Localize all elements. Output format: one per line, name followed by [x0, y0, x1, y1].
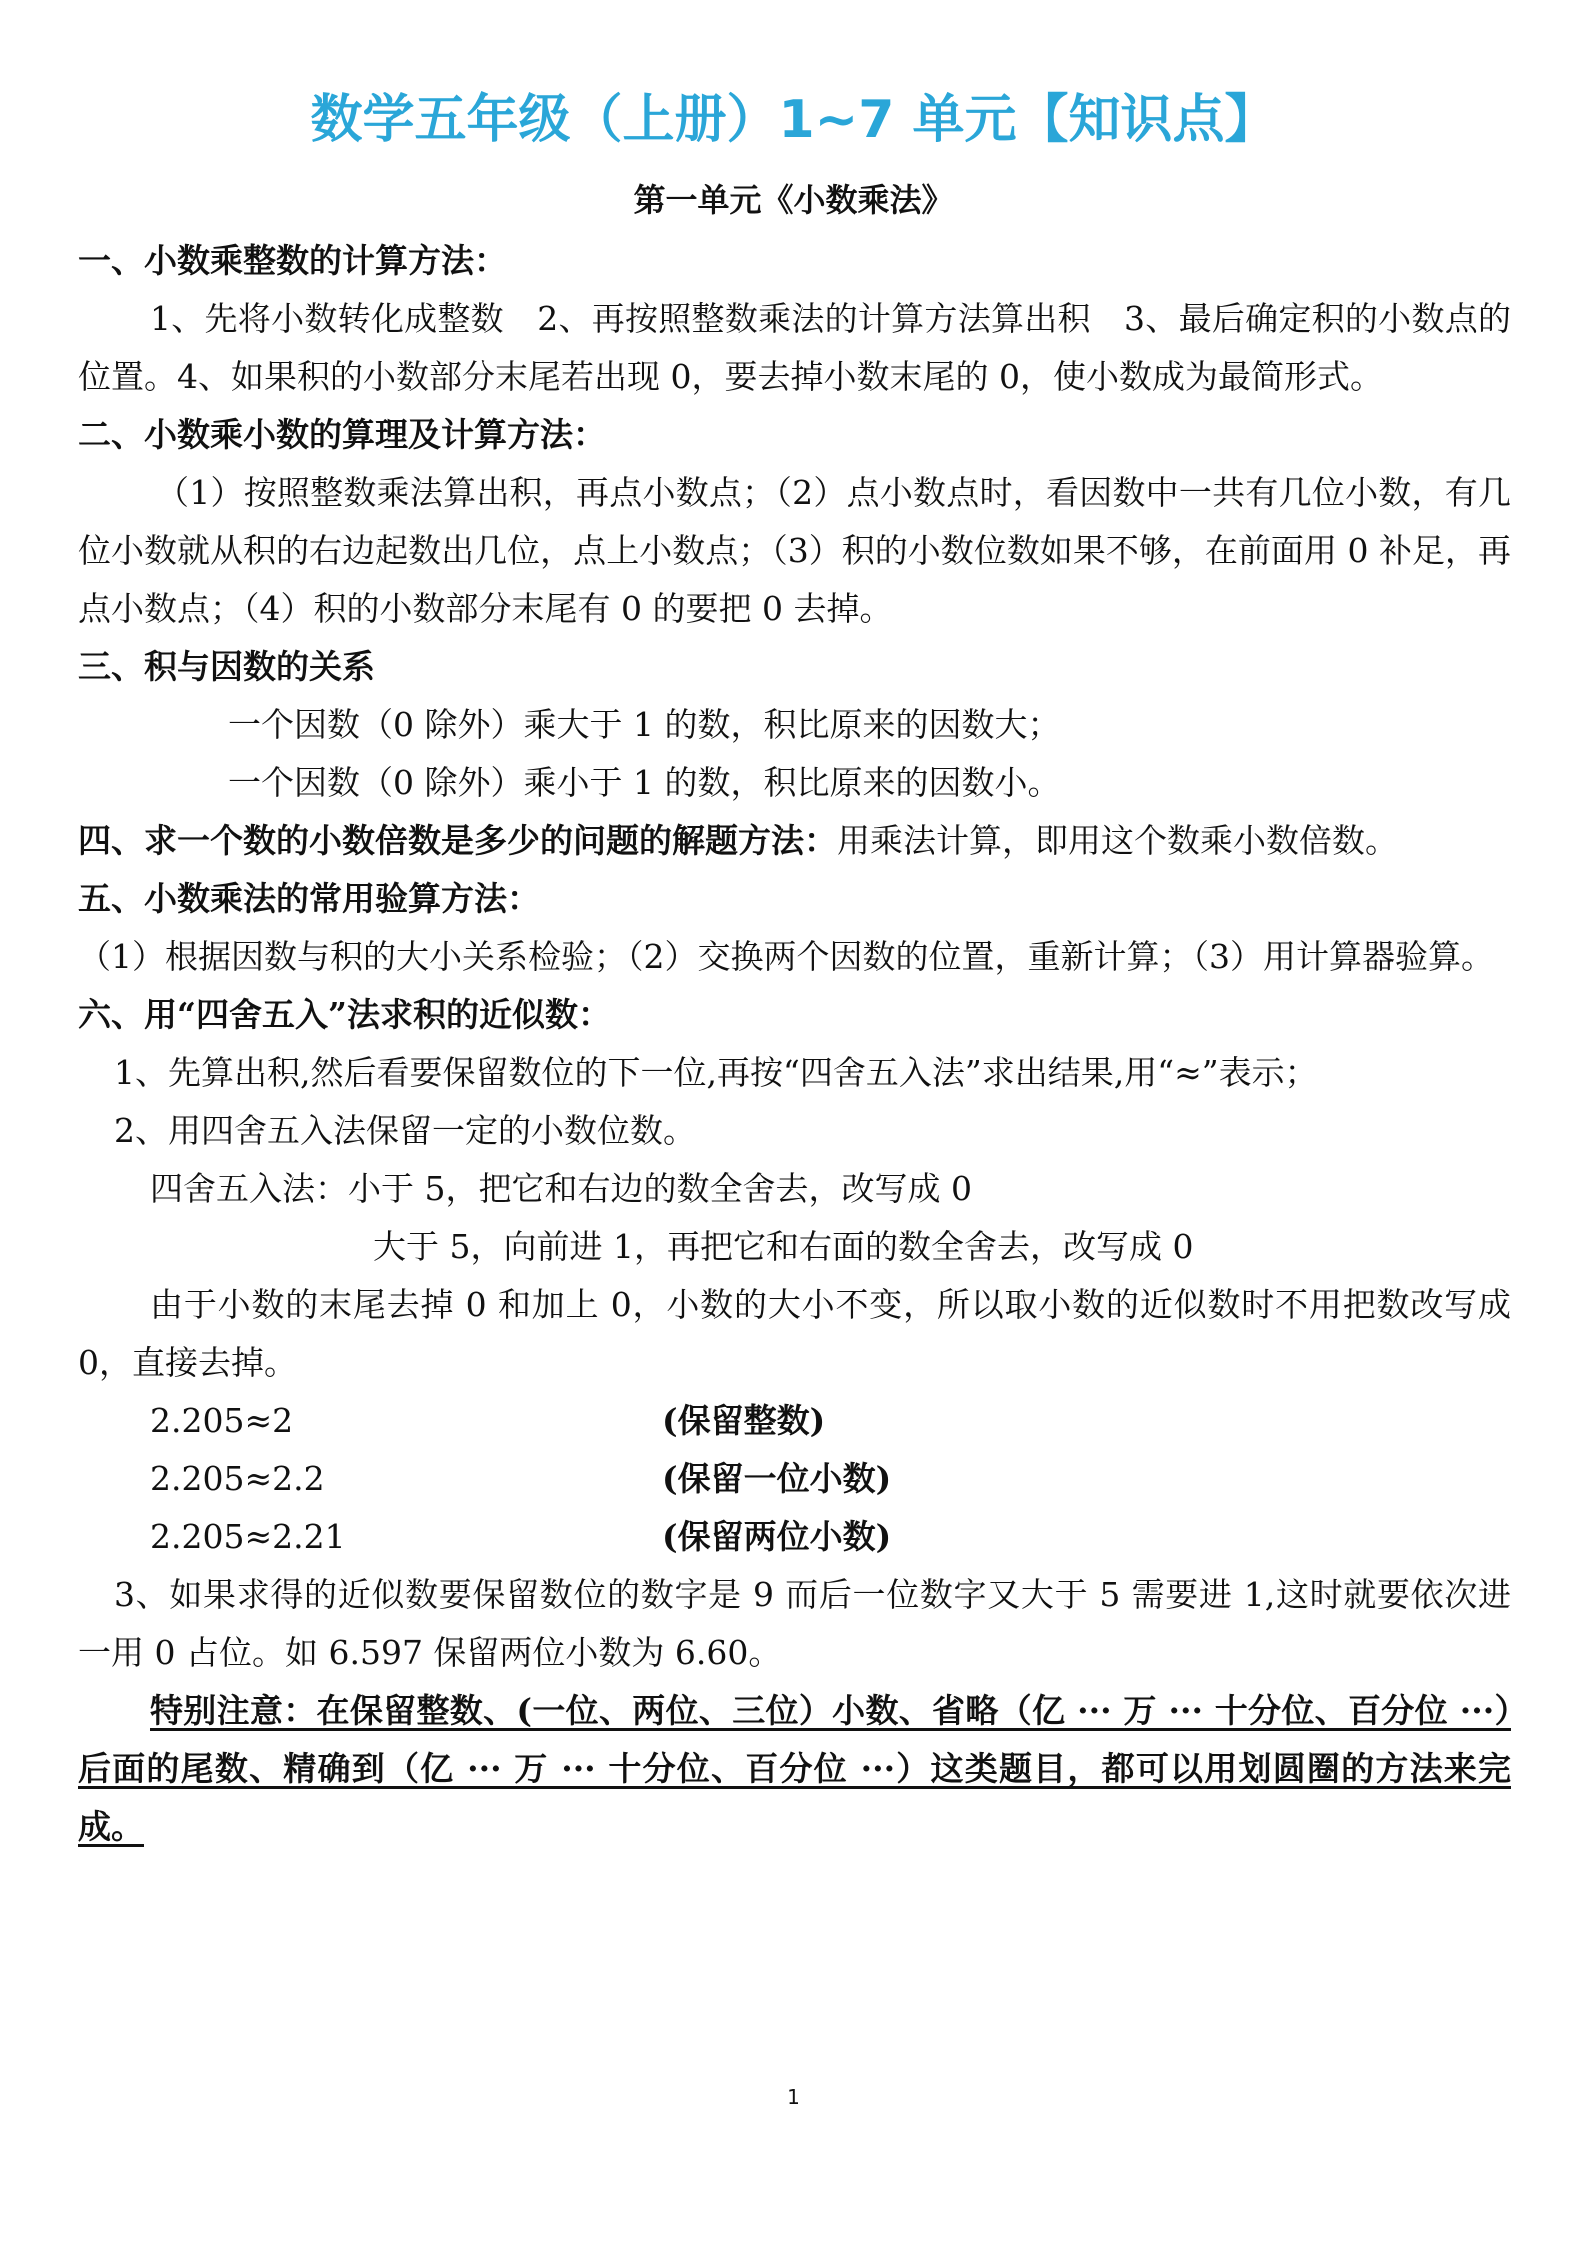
section-6-point-2: 2、用四舍五入法保留一定的小数位数。 [114, 1111, 696, 1150]
section-1-heading: 一、小数乘整数的计算方法： [78, 241, 507, 280]
example-row [78, 1450, 1511, 1508]
example-expression: 2.205≈2.2 [150, 1459, 325, 1498]
example-row [78, 1392, 1511, 1450]
section-2-heading: 二、小数乘小数的算理及计算方法： [78, 415, 606, 454]
section-5-heading: 五、小数乘法的常用验算方法： [78, 879, 540, 918]
section-6-explanation: 由于小数的末尾去掉 0 和加上 0，小数的大小不变，所以取小数的近似数时不用把数改写成 0，直接去掉。 [78, 1285, 1511, 1382]
example-expression: 2.205≈2.21 [150, 1517, 346, 1556]
section-4-body: 用乘法计算，即用这个数乘小数倍数。 [837, 821, 1398, 860]
section-6-point-3: 3、如果求得的近似数要保留数位的数字是 9 而后一位数字又大于 5 需要进 1,这时就要依次进一用 0 占位。如 6.597 保留两位小数为 6.60。 [78, 1575, 1511, 1672]
example-note: (保留两位小数) [662, 1517, 892, 1556]
rounding-rule-2: 大于 5，向前进 1，再把它和右面的数全舍去，改写成 0 [373, 1227, 1194, 1266]
page-number: 1 [787, 2085, 800, 2109]
section-4 [78, 812, 1511, 870]
section-3-heading: 三、积与因数的关系 [78, 647, 375, 686]
example-row [78, 1508, 1511, 1566]
example-note: (保留一位小数) [662, 1459, 892, 1498]
section-1-body: 1、先将小数转化成整数 2、再按照整数乘法的计算方法算出积 3、最后确定积的小数点的位置。4、如果积的小数部分末尾若出现 0，要去掉小数末尾的 0，使小数成为最简形式。 [78, 299, 1511, 396]
section-3-line-1: 一个因数（0 除外）乘大于 1 的数，积比原来的因数大； [228, 705, 1061, 744]
example-note: (保留整数) [662, 1401, 826, 1440]
rounding-rule-1: 四舍五入法：小于 5，把它和右边的数全舍去，改写成 0 [150, 1169, 972, 1208]
section-5-body: （1）根据因数与积的大小关系检验；（2）交换两个因数的位置，重新计算；（3）用计算器验算。 [78, 937, 1494, 976]
section-4-heading: 四、求一个数的小数倍数是多少的问题的解题方法： [78, 821, 837, 860]
special-note: 特别注意：在保留整数、(一位、两位、三位）小数、省略（亿 ··· 万 ··· 十分位、百分位 ···）后面的尾数、精确到（亿 ··· 万 ··· 十分位、百分位 ···）这类题目，都可以用划圆圈的方法来完成。 [78, 1691, 1511, 1846]
unit-title: 第一单元《小数乘法》 [633, 181, 954, 219]
example-expression: 2.205≈2 [150, 1401, 294, 1440]
document-title: 数学五年级（上册）1~7 单元【知识点】 [310, 90, 1277, 150]
content-body [78, 232, 1511, 1856]
section-3-line-2: 一个因数（0 除外）乘小于 1 的数，积比原来的因数小。 [228, 763, 1061, 802]
section-6-point-1: 1、先算出积,然后看要保留数位的下一位,再按“四舍五入法”求出结果,用“≈”表示； [114, 1053, 1318, 1092]
section-2-body: （1）按照整数乘法算出积，再点小数点；（2）点小数点时，看因数中一共有几位小数，有几位小数就从积的右边起数出几位，点上小数点；（3）积的小数位数如果不够，在前面用 0 补足，再点小数点；（4）积的小数部分末尾有 0 的要把 0 去掉。 [78, 473, 1511, 628]
section-6-heading: 六、用“四舍五入”法求积的近似数： [78, 995, 611, 1034]
